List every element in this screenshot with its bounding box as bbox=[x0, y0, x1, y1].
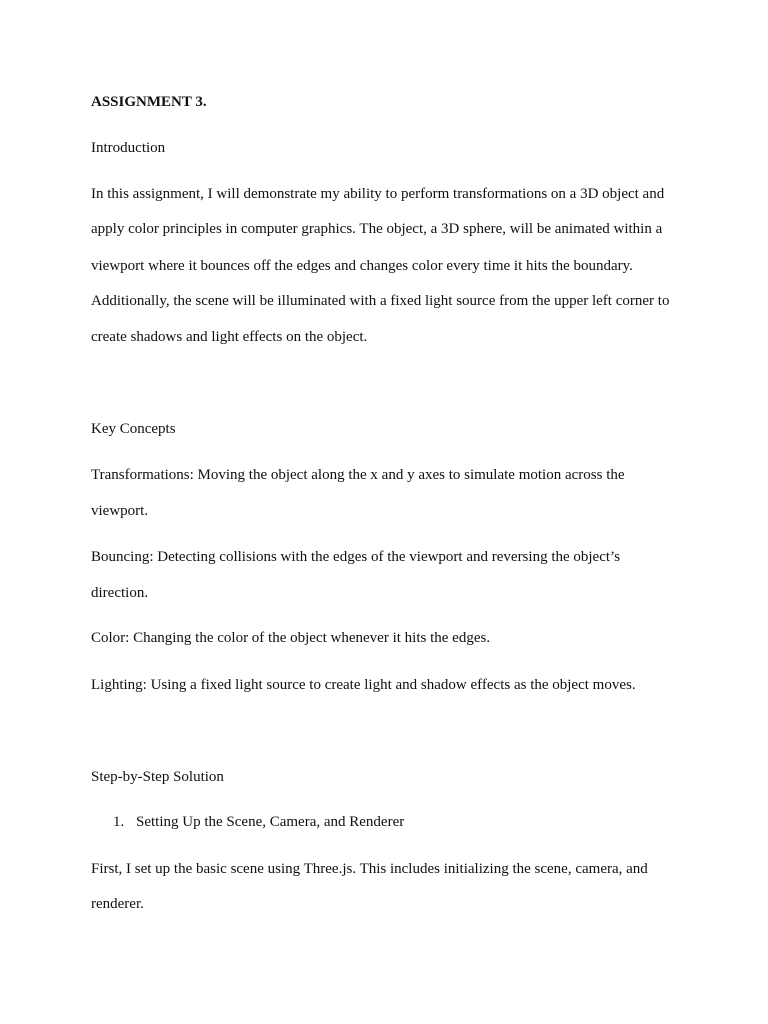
paragraph-line: Transformations: Moving the object along the x and y axes to simulate motion across the bbox=[91, 467, 625, 483]
paragraph-line: First, I set up the basic scene using Three.js. This includes initializing the scene, camera, and bbox=[91, 861, 648, 877]
paragraph-line: viewport. bbox=[91, 503, 149, 519]
paragraph-line: Color: Changing the color of the object whenever it hits the edges. bbox=[91, 630, 491, 646]
paragraph-line: viewport where it bounces off the edges and changes color every time it hits the boundary. bbox=[91, 258, 633, 274]
paragraph-line: create shadows and light effects on the object. bbox=[91, 329, 368, 345]
key-concepts-heading: Key Concepts bbox=[91, 421, 176, 437]
paragraph-line: In this assignment, I will demonstrate my ability to perform transformations on a 3D object and bbox=[91, 186, 665, 202]
paragraph-line: Additionally, the scene will be illuminated with a fixed light source from the upper left corner to bbox=[91, 293, 670, 309]
paragraph-line: apply color principles in computer graphics. The object, a 3D sphere, will be animated within a bbox=[91, 221, 663, 237]
list-item-label: Setting Up the Scene, Camera, and Renderer bbox=[136, 814, 405, 830]
paragraph-line: Lighting: Using a fixed light source to create light and shadow effects as the object moves. bbox=[91, 677, 636, 693]
step-by-step-heading: Step-by-Step Solution bbox=[91, 769, 224, 785]
paragraph-line: direction. bbox=[91, 585, 149, 601]
intro-heading: Introduction bbox=[91, 140, 166, 156]
document-title: ASSIGNMENT 3. bbox=[91, 94, 207, 110]
paragraph-line: renderer. bbox=[91, 896, 144, 912]
paragraph-line: Bouncing: Detecting collisions with the edges of the viewport and reversing the object’s bbox=[91, 549, 621, 565]
list-number: 1. bbox=[113, 814, 125, 830]
